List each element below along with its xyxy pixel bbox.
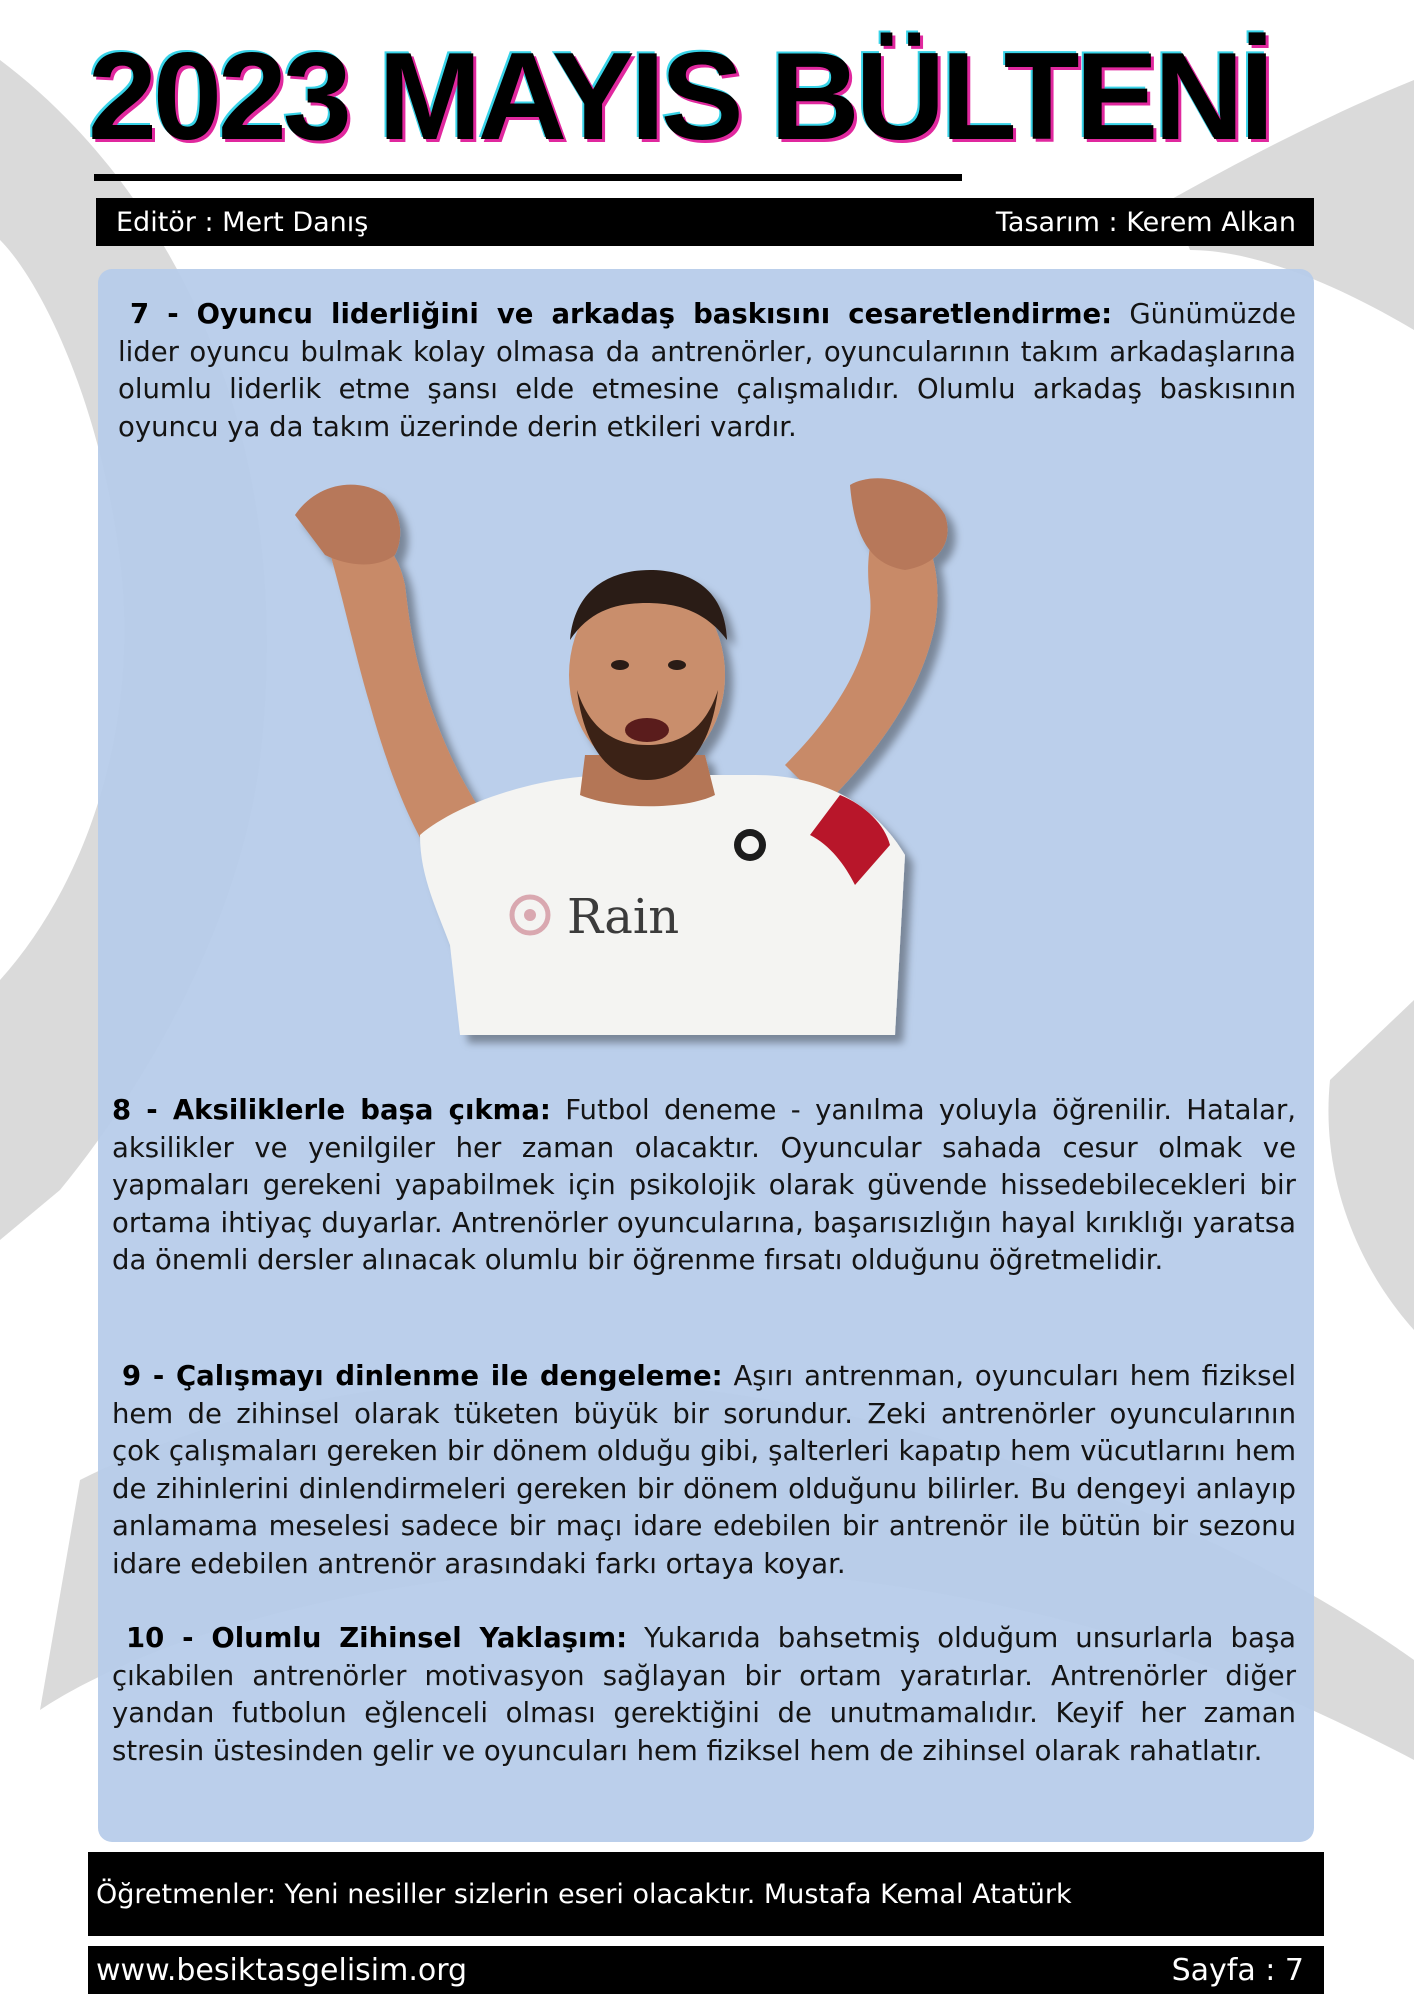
footer-bar xyxy=(88,1946,1324,1994)
paragraph-10-heading: 10 - Olumlu Zihinsel Yaklaşım: xyxy=(126,1622,628,1654)
player-photo xyxy=(285,475,1045,1075)
paragraph-7-heading: 7 - Oyuncu liderliğini ve arkadaş baskısını cesaretlendirme: xyxy=(130,298,1113,330)
page-title: 2023 MAYIS BÜLTENİ xyxy=(88,28,1271,166)
designer-credit: Tasarım : Kerem Alkan xyxy=(995,206,1296,238)
credit-bar xyxy=(96,198,1314,246)
paragraph-7 xyxy=(118,296,1296,446)
quote-bar xyxy=(88,1852,1324,1936)
paragraph-10-text: Yukarıda bahsetmiş olduğum unsurlarla başa çıkabilen antrenörler motivasyon sağlayan bir ortam yaratırlar. Antrenörler diğer yandan futbolun eğlenceli olması gerektiğini de unutmamalıdır. Keyif her zaman stresin üstesinden gelir ve oyuncuları hem fiziksel hem de zihinsel olarak rahatlatır. xyxy=(112,1622,1296,1767)
paragraph-7-text: Günümüzde lider oyuncu bulmak kolay olmasa da antrenörler, oyuncularının takım arkadaşlarına olumlu liderlik etme şansı elde etmesine çalışmalıdır. Olumlu arkadaş baskısının oyuncu ya da takım üzerinde derin etkileri vardır. xyxy=(118,298,1296,443)
paragraph-9-heading: 9 - Çalışmayı dinlenme ile dengeleme: xyxy=(122,1360,723,1392)
paragraph-9-text: Aşırı antrenman, oyuncuları hem fiziksel hem de zihinsel olarak tüketen büyük bir sorundur. Zeki antrenörler oyuncularının çok çalışmaları gereken bir dönem olduğu gibi, şalterleri kapatıp hem vücutlarını hem de zihinlerini dinlendirmeleri gereken bir dönem olduğunu bilirler. Bu dengeyi anlayıp anlamama meselesi sadece bir maçı idare edebilen bir antrenör ile bütün bir sezonu idare edebilen antrenör arasındaki farkı ortaya koyar. xyxy=(112,1360,1296,1580)
shirt-sponsor-text: Rain xyxy=(567,889,680,945)
title-underline xyxy=(94,174,962,181)
ataturk-quote: Öğretmenler: Yeni nesiller sizlerin eseri olacaktır. Mustafa Kemal Atatürk xyxy=(96,1878,1072,1910)
paragraph-8 xyxy=(112,1092,1296,1280)
paragraph-8-heading: 8 - Aksiliklerle başa çıkma: xyxy=(112,1094,551,1126)
page-number: Sayfa : 7 xyxy=(1171,1952,1304,1988)
website-link[interactable]: www.besiktasgelisim.org xyxy=(96,1952,468,1988)
editor-credit: Editör : Mert Danış xyxy=(116,206,369,238)
paragraph-10 xyxy=(112,1620,1296,1770)
paragraph-8-text: Futbol deneme - yanılma yoluyla öğrenilir. Hatalar, aksilikler ve yenilgiler her zaman olacaktır. Oyuncular sahada cesur olmak ve yapmaları gerekeni yapabilmek için psikolojik olarak güvende hissedebilecekleri bir ortama ihtiyaç duyarlar. Antrenörler oyuncularına, başarısızlığın hayal kırıklığı yaratsa da önemli dersler alınacak olumlu bir öğrenme fırsatı olduğunu öğretmelidir. xyxy=(112,1094,1296,1276)
paragraph-9 xyxy=(112,1358,1296,1583)
